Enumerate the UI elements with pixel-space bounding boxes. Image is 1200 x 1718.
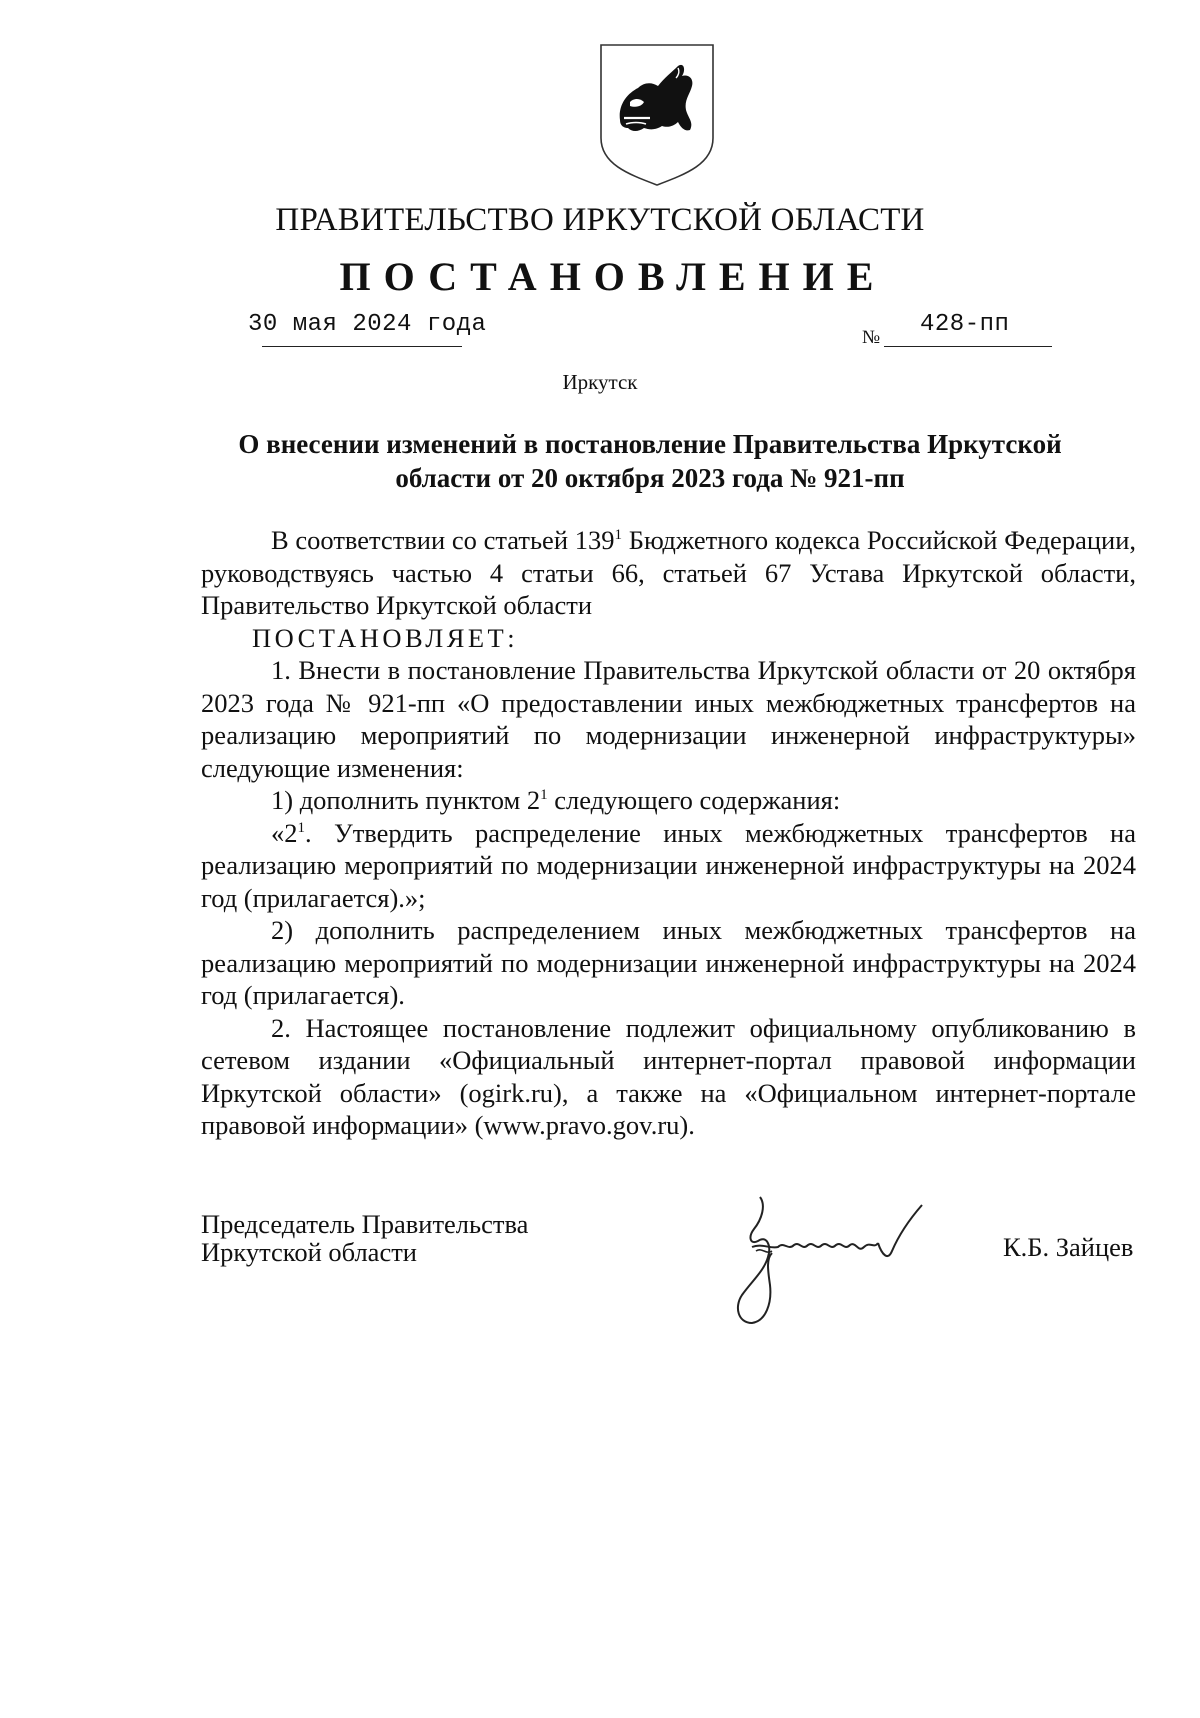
item-1-subitem-1 xyxy=(201,784,1136,817)
decree-word: ПОСТАНОВЛЯЕТ: xyxy=(252,622,519,653)
subitem-1-text-a: 1) дополнить пунктом 2 xyxy=(271,785,541,815)
position-line-1: Председатель Правительства xyxy=(201,1209,529,1239)
document-date: 30 мая 2024 года xyxy=(248,311,487,338)
handwritten-signature xyxy=(722,1185,982,1335)
intro-text-b: Бюджетного кодекса Российской Федерации, руководствуясь частью 4 статьи 66, статьей 67 Устава Иркутской области, Правительство Иркутской области xyxy=(201,525,1137,620)
number-sign: № xyxy=(862,327,881,348)
city: Иркутск xyxy=(562,370,638,394)
item-1: 1. Внести в постановление Правительства Иркутской области от 20 октября 2023 года № 921-пп «О предоставлении иных межбюджетных трансфертов на реализацию мероприятий по модернизации инженерной инфраструктуры» следующие изменения: xyxy=(201,655,1136,783)
quote-superscript: 1 xyxy=(297,819,305,836)
signatory-name: К.Б. Зайцев xyxy=(1003,1232,1134,1262)
organization-name: ПРАВИТЕЛЬСТВО ИРКУТСКОЙ ОБЛАСТИ xyxy=(275,202,925,238)
subitem-1-text-b: следующего содержания: xyxy=(547,785,841,815)
number-underline xyxy=(884,346,1052,347)
signatory-position xyxy=(201,1210,528,1266)
intro-paragraph xyxy=(201,524,1136,622)
quoted-point xyxy=(201,817,1136,915)
title-line-2: области от 20 октября 2023 года № 921-пп xyxy=(395,463,905,493)
date-underline xyxy=(262,346,462,347)
document-number: 428-пп xyxy=(920,311,1010,338)
title-line-1: О внесении изменений в постановление Правительства Иркутской xyxy=(238,429,1062,459)
intro-superscript: 1 xyxy=(614,527,622,544)
document-body xyxy=(201,524,1136,1142)
document-type: ПОСТАНОВЛЕНИЕ xyxy=(339,254,887,299)
document-title xyxy=(200,427,1100,495)
item-1-subitem-2: 2) дополнить распределением иных межбюджетных трансфертов на реализацию мероприятий по модернизации инженерной инфраструктуры на 2024 год (прилагается). xyxy=(201,915,1136,1010)
quote-text-a: «2 xyxy=(271,817,298,848)
intro-text-a: В соответствии со статьей 139 xyxy=(271,525,615,555)
subitem-1-superscript: 1 xyxy=(540,787,548,804)
irkutsk-coat-of-arms-icon xyxy=(598,42,716,188)
quote-text-b: . Утвердить распределение иных межбюджетных трансфертов на реализацию мероприятий по модернизации инженерной инфраструктуры на 2024 год (прилагается).»; xyxy=(201,817,1136,913)
item-2: 2. Настоящее постановление подлежит официальному опубликованию в сетевом издании «Официальный интернет-портал правовой информации Иркутской области» (ogirk.ru), а также на «Официальном интернет-портале правовой информации» (www.pravo.gov.ru). xyxy=(201,1012,1136,1140)
position-line-2: Иркутской области xyxy=(201,1237,417,1267)
